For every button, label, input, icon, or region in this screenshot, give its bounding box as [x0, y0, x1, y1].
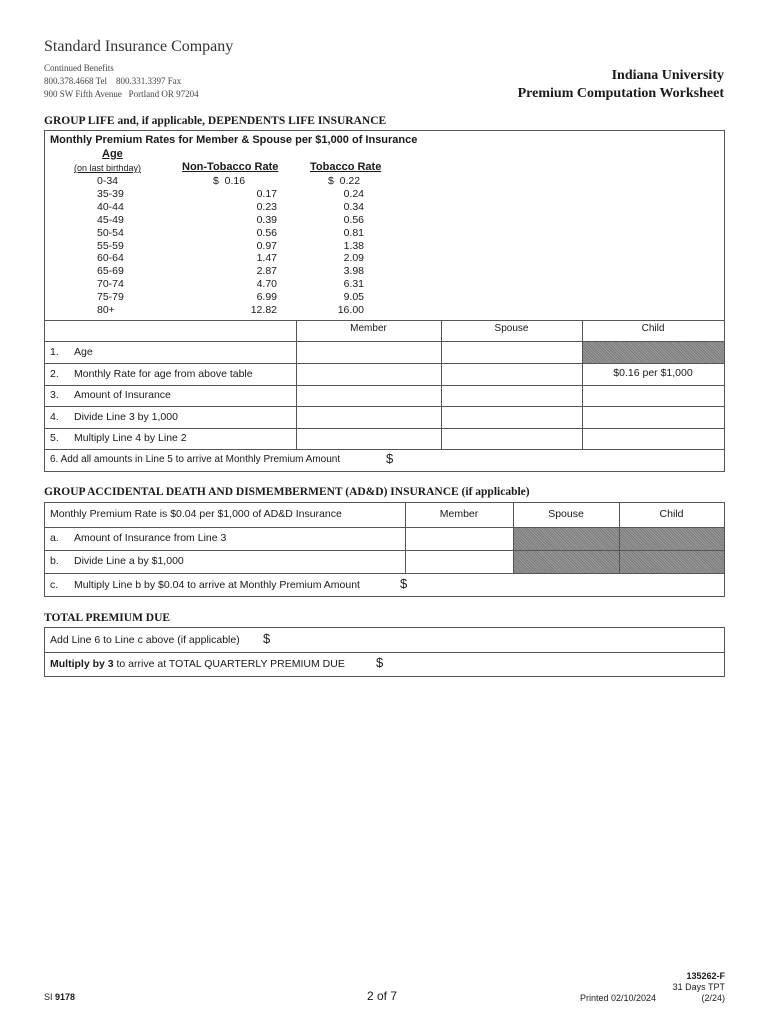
rate-nontobacco: 2.87 [256, 265, 277, 278]
nontobacco-header: Non-Tobacco Rate [182, 161, 279, 173]
rate-row [45, 188, 724, 200]
line-label: Monthly Rate for age from above table [74, 368, 253, 380]
rate-row [45, 265, 724, 277]
rate-row [45, 252, 724, 264]
total-line2: Multiply by 3 to arrive at TOTAL QUARTERLY PREMIUM DUE [50, 658, 345, 670]
rate-tobacco: 1.38 [343, 239, 364, 252]
add-col-spouse: Spouse [548, 508, 584, 520]
rate-nontobacco: 0.97 [256, 239, 277, 252]
spouse-rate-field[interactable] [442, 364, 582, 385]
total-quarterly-field[interactable] [388, 655, 508, 673]
add-spouse-shaded-a [514, 528, 619, 550]
line-label: Multiply Line 4 by Line 2 [74, 432, 187, 444]
add-child-shaded-a [620, 528, 724, 550]
rate-tobacco: 2.09 [343, 252, 364, 265]
total-section-title: TOTAL PREMIUM DUE [44, 612, 171, 624]
rate-row [45, 291, 724, 303]
form-code: 135262-F 31 Days TPT (2/24) [672, 971, 725, 1003]
add-table [44, 502, 725, 597]
rate-age: 45-49 [97, 213, 124, 226]
rate-nontobacco: 4.70 [256, 278, 277, 291]
age-header: Age [102, 148, 123, 160]
col-child: Child [641, 323, 665, 334]
rate-nontobacco: 1.47 [256, 252, 277, 265]
total-line2-dollar: $ [376, 655, 384, 670]
line-label: Divide Line 3 by 1,000 [74, 411, 178, 423]
member-rate-field[interactable] [297, 364, 441, 385]
line-label: Age [74, 346, 93, 358]
rate-tobacco: 0.81 [343, 226, 364, 239]
doc-title-line2: Premium Computation Worksheet [517, 86, 724, 101]
rate-row [45, 201, 724, 213]
add-child-shaded-b [620, 551, 724, 573]
rate-age: 70-74 [97, 278, 124, 291]
rate-age: 60-64 [97, 252, 124, 265]
age-subheader: (on last birthday) [74, 163, 142, 173]
rate-tobacco: 16.00 [337, 304, 364, 316]
total-monthly-field[interactable] [275, 631, 395, 649]
add-section-title: GROUP ACCIDENTAL DEATH AND DISMEMBERMENT (AD&D) INSURANCE (if applicable) [44, 486, 530, 498]
printed-date: Printed 02/10/2024 [580, 993, 657, 1003]
line-number: 2. [50, 368, 59, 380]
rate-age: 80+ [97, 304, 115, 316]
add-spouse-shaded-b [514, 551, 619, 573]
rate-nontobacco: 6.99 [256, 291, 277, 304]
tobacco-header: Tobacco Rate [310, 161, 382, 173]
rate-age: 55-59 [97, 239, 124, 252]
spouse-amount-field[interactable] [442, 386, 582, 406]
member-age-field[interactable] [297, 342, 441, 363]
rate-row [45, 240, 724, 252]
rate-row [45, 304, 724, 316]
rate-tobacco: 3.98 [343, 265, 364, 278]
rate-nontobacco: $ 0.16 [213, 175, 246, 187]
rate-row [45, 227, 724, 239]
rate-age: 50-54 [97, 226, 124, 239]
add-line-number: b. [50, 555, 59, 567]
add-line-c-num: c. [50, 579, 59, 591]
rate-nontobacco: 0.56 [256, 226, 277, 239]
rates-heading: Monthly Premium Rates for Member & Spouse per $1,000 of Insurance [50, 134, 418, 146]
line6-dollar: $ [386, 451, 394, 466]
member-amount-field[interactable] [297, 386, 441, 406]
add-line-c-label: Multiply Line b by $0.04 to arrive at Monthly Premium Amount [74, 579, 360, 591]
rate-age: 0-34 [97, 175, 119, 187]
page-number: 2 of 7 [367, 989, 398, 1003]
rate-row [45, 214, 724, 226]
rate-tobacco: 0.24 [343, 187, 364, 200]
form-number: SI 9178 [44, 992, 76, 1002]
add-line-label: Divide Line a by $1,000 [74, 555, 184, 567]
spouse-age-field[interactable] [442, 342, 582, 363]
rate-age: 75-79 [97, 291, 124, 304]
line-number: 3. [50, 389, 59, 401]
add-member-amount-field[interactable] [406, 528, 513, 550]
line6-label: 6. Add all amounts in Line 5 to arrive at Monthly Premium Amount [50, 454, 341, 465]
add-line-c-dollar: $ [400, 576, 408, 591]
address: 900 SW Fifth Avenue Portland OR 97204 [44, 89, 199, 99]
department: Continued Benefits [44, 63, 114, 73]
col-member: Member [350, 323, 387, 334]
phone-fax: 800.378.4668 Tel 800.331.3397 Fax [44, 76, 182, 86]
add-member-divide-field[interactable] [406, 551, 513, 573]
line6-amount-field[interactable] [397, 451, 517, 469]
rate-tobacco: 6.31 [343, 278, 364, 291]
child-age-shaded [583, 342, 724, 363]
rate-tobacco: $ 0.22 [328, 175, 361, 187]
rate-tobacco: 9.05 [343, 291, 364, 304]
line-number: 4. [50, 411, 59, 423]
rate-nontobacco: 0.17 [256, 187, 277, 200]
life-section-title: GROUP LIFE and, if applicable, DEPENDENTS LIFE INSURANCE [44, 115, 387, 127]
add-col-member: Member [439, 508, 479, 520]
add-rate-text: Monthly Premium Rate is $0.04 per $1,000 of AD&D Insurance [50, 508, 342, 520]
col-spouse: Spouse [494, 323, 529, 334]
doc-title-line1: Indiana University [611, 68, 724, 83]
rate-nontobacco: 0.39 [256, 213, 277, 226]
line-number: 5. [50, 432, 59, 444]
rate-nontobacco: 12.82 [250, 304, 277, 316]
rate-age: 35-39 [97, 187, 124, 200]
total-line1-dollar: $ [263, 631, 271, 646]
rate-tobacco: 0.34 [343, 200, 364, 213]
rate-age: 65-69 [97, 265, 124, 278]
rate-tobacco: 0.56 [343, 213, 364, 226]
rate-row [45, 175, 724, 187]
total-line1: Add Line 6 to Line c above (if applicable) [50, 634, 240, 646]
life-table [44, 130, 725, 472]
rate-age: 40-44 [97, 200, 124, 213]
total-table [44, 627, 725, 677]
line-label: Amount of Insurance [74, 389, 171, 401]
rate-nontobacco: 0.23 [256, 200, 277, 213]
add-col-child: Child [659, 508, 684, 520]
add-line-c-amount-field[interactable] [411, 576, 531, 594]
line-number: 1. [50, 346, 59, 358]
child-rate: $0.16 per $1,000 [613, 367, 693, 379]
child-amount-field[interactable] [583, 386, 724, 406]
company-name: Standard Insurance Company [44, 38, 234, 55]
add-line-number: a. [50, 532, 59, 544]
rate-row [45, 278, 724, 290]
add-line-label: Amount of Insurance from Line 3 [74, 532, 227, 544]
